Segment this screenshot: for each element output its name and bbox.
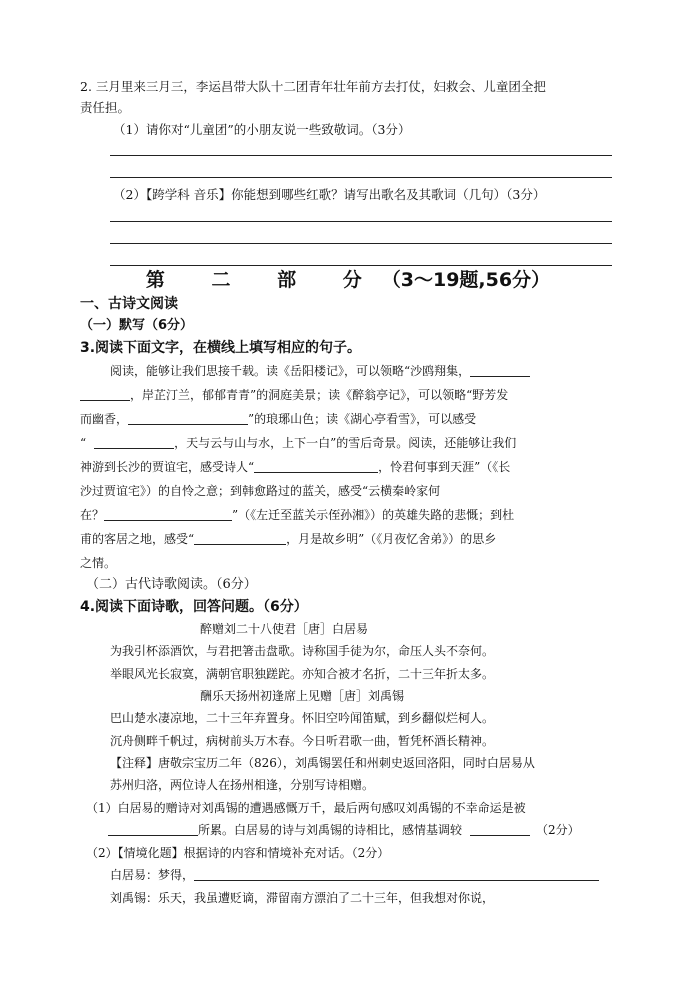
poem2-line2: 沉舟侧畔千帆过，病树前头万木春。今日听君歌一曲，暂凭杯酒长精神。 [110,734,495,748]
fill-blank[interactable] [80,387,130,401]
q3-line4: “ ，天与云与山与水，上下一白”的雪后奇景。阅读，还能够让我们 [80,436,517,450]
poem2-line1: 巴山楚水凄凉地，二十三年弃置身。怀旧空吟闻笛赋，到乡翻似烂柯人。 [110,711,495,725]
dialogue-bai: 白居易：梦得， [110,867,599,883]
fill-blank[interactable] [254,459,378,473]
q2-line2: 责任担。 [80,100,131,115]
fill-blank[interactable] [194,867,599,881]
section-heading: 一、古诗文阅读 [80,296,178,312]
fill-blank[interactable] [470,822,530,836]
q2-line1: 2. 三月里来三月三，李运昌带大队十二团青年壮年前方去打仗，妇救会、儿童团全把 [80,79,546,94]
q4-sub2: （2）【情境化题】根据诗的内容和情境补充对话。（2分） [86,846,390,860]
fill-blank[interactable] [104,507,232,521]
poem1-title: 醉赠刘二十八使君［唐］白居易 [200,622,369,636]
q3-line6: 沙过贾谊宅》）的自怜之意；到韩愈路过的蓝关，感受“云横秦岭家何 [80,484,441,498]
q3-line7: 在？ ”（《左迁至蓝关示侄孙湘》）的英雄失路的悲慨；到杜 [80,508,515,522]
q3-line3: 而幽香， ”的琅琊山色；读《湖心亭看雪》，可以感受 [80,412,477,426]
fill-blank[interactable] [194,531,286,545]
poem1-line2: 举眼风光长寂寞，满朝官职独蹉跎。亦知合被才名折，二十三年折太多。 [110,667,495,681]
subsection-heading: （一）默写（6分） [80,318,194,333]
fill-blank[interactable] [470,363,530,377]
q4-sub1-line2: 所累。白居易的诗与刘禹锡的诗相比，感情基调较 （2分） [108,822,580,838]
q4-sub1-line1: （1）白居易的赠诗对刘禹锡的遭遇感慨万千，最后两句感叹刘禹锡的不幸命运是被 [86,801,526,815]
part2-title [0,265,696,292]
q3-line9: 之情。 [80,556,117,570]
dialogue-liu: 刘禹锡：乐天，我虽遭贬谪，滞留南方漂泊了二十三年，但我想对你说， [110,891,495,905]
fill-blank[interactable] [128,411,248,425]
answer-line[interactable] [110,243,612,244]
poem1-line1: 为我引杯添酒饮，与君把箸击盘歌。诗称国手徒为尔，命压人头不奈何。 [110,644,495,658]
note-line1: 【注释】唐敬宗宝历二年（826），刘禹锡罢任和州刺史返回洛阳，同时白居易从 [110,756,535,770]
note-line2: 苏州归洛，两位诗人在扬州相逢，分别写诗相赠。 [110,778,375,792]
subsection-heading: （二）古代诗歌阅读。（6分） [86,577,257,592]
fill-blank[interactable] [108,822,198,836]
part2-title-main: 第 二 部 分 [145,269,382,291]
poem2-title: 酬乐天扬州初逢席上见赠［唐］刘禹锡 [200,689,405,703]
q4-heading: 4.阅读下面诗歌，回答问题。（6分） [80,599,308,615]
part2-title-range: （3～19题,56分） [381,269,551,291]
answer-line[interactable] [110,177,612,178]
fill-blank[interactable] [94,435,174,449]
q3-line2: ，岸芷汀兰，郁郁青青”的洞庭美景；读《醉翁亭记》，可以领略“野芳发 [80,387,508,403]
q3-line5: 神游到长沙的贾谊宅，感受诗人“ ，怜君何事到天涯”（《长 [80,460,511,474]
q3-line8: 甫的客居之地，感受“ ，月是故乡明”（《月夜忆舍弟》）的思乡 [80,532,497,546]
q2-sub2: （2）【跨学科 音乐】你能想到哪些红歌？请写出歌名及其歌词（几句）（3分） [113,187,546,202]
q2-sub1: （1）请你对“儿童团”的小朋友说一些致敬词。（3分） [113,122,411,137]
answer-line[interactable] [110,155,612,156]
q3-heading: 3.阅读下面文字，在横线上填写相应的句子。 [80,340,362,356]
q3-line1: 阅读，能够让我们思接千载。读《岳阳楼记》，可以领略“沙鸥翔集， [110,363,530,379]
answer-line[interactable] [110,221,612,222]
